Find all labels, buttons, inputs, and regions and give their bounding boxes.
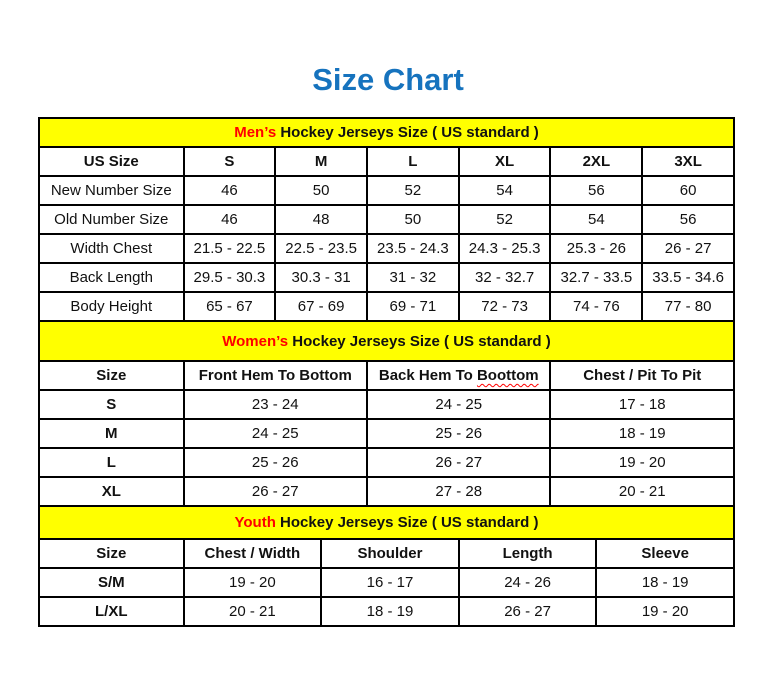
table-cell: 48 [275, 205, 367, 234]
row-label: Body Height [39, 292, 184, 321]
table-cell: 23.5 - 24.3 [367, 234, 459, 263]
table-cell: 74 - 76 [550, 292, 642, 321]
table-cell: 18 - 19 [596, 568, 734, 597]
table-cell: 31 - 32 [367, 263, 459, 292]
column-header: Sleeve [596, 539, 734, 568]
table-cell: 22.5 - 23.5 [275, 234, 367, 263]
table-cell: 50 [367, 205, 459, 234]
table-cell: 27 - 28 [367, 477, 550, 506]
table-cell: 54 [550, 205, 642, 234]
table-cell: 52 [367, 176, 459, 205]
column-header: Length [459, 539, 597, 568]
table-cell: 25 - 26 [367, 419, 550, 448]
table-cell: 52 [459, 205, 551, 234]
table-row [39, 477, 734, 506]
column-header: L [367, 147, 459, 176]
column-header: Chest / Pit To Pit [550, 361, 734, 390]
table-cell: 23 - 24 [184, 390, 367, 419]
section-highlight-label: Youth [234, 514, 276, 531]
table-cell: 17 - 18 [550, 390, 734, 419]
table-cell: 21.5 - 22.5 [184, 234, 276, 263]
table-row [39, 419, 734, 448]
table-cell: 33.5 - 34.6 [642, 263, 734, 292]
column-header: Size [39, 361, 184, 390]
table-row [39, 597, 734, 626]
mens-column-header-row [39, 147, 734, 176]
table-cell: 30.3 - 31 [275, 263, 367, 292]
misspelled-word: Boottom [476, 367, 539, 384]
section-highlight-label: Men’s [234, 124, 277, 141]
youth-section-row [39, 506, 734, 539]
row-label: New Number Size [39, 176, 184, 205]
mens-section-row [39, 118, 734, 147]
youth-size-table [38, 505, 735, 627]
column-header: 2XL [550, 147, 642, 176]
table-cell: 67 - 69 [275, 292, 367, 321]
table-cell: 29.5 - 30.3 [184, 263, 276, 292]
table-cell: 26 - 27 [459, 597, 597, 626]
table-cell: 20 - 21 [184, 597, 322, 626]
table-cell: 60 [642, 176, 734, 205]
column-header: Back Hem To Boottom [367, 361, 550, 390]
row-label: S [39, 390, 184, 419]
table-cell: 46 [184, 205, 276, 234]
table-cell: 24.3 - 25.3 [459, 234, 551, 263]
table-row [39, 568, 734, 597]
mens-size-table [38, 117, 735, 322]
page-title: Size Chart [312, 62, 464, 97]
column-header: M [275, 147, 367, 176]
table-cell: 56 [642, 205, 734, 234]
table-cell: 72 - 73 [459, 292, 551, 321]
table-cell: 26 - 27 [184, 477, 367, 506]
table-cell: 18 - 19 [550, 419, 734, 448]
womens-section-row [39, 321, 734, 361]
row-label: Old Number Size [39, 205, 184, 234]
table-cell: 25.3 - 26 [550, 234, 642, 263]
table-cell: 50 [275, 176, 367, 205]
table-row [39, 390, 734, 419]
row-label: S/M [39, 568, 184, 597]
table-cell: 18 - 19 [321, 597, 459, 626]
row-label: L/XL [39, 597, 184, 626]
table-cell: 69 - 71 [367, 292, 459, 321]
table-cell: 56 [550, 176, 642, 205]
column-header: Size [39, 539, 184, 568]
table-cell: 46 [184, 176, 276, 205]
womens-size-table [38, 320, 735, 507]
table-row [39, 292, 734, 321]
mens-section-header: Men’s Hockey Jerseys Size ( US standard ) [39, 118, 734, 147]
table-cell: 26 - 27 [367, 448, 550, 477]
table-cell: 32.7 - 33.5 [550, 263, 642, 292]
table-cell: 26 - 27 [642, 234, 734, 263]
row-label: L [39, 448, 184, 477]
table-cell: 24 - 25 [184, 419, 367, 448]
table-cell: 24 - 25 [367, 390, 550, 419]
table-cell: 54 [459, 176, 551, 205]
womens-column-header-row [39, 361, 734, 390]
table-row [39, 176, 734, 205]
womens-section-header: Women’s Hockey Jerseys Size ( US standard ) [39, 321, 734, 361]
row-label: Width Chest [39, 234, 184, 263]
row-label: M [39, 419, 184, 448]
table-cell: 24 - 26 [459, 568, 597, 597]
table-cell: 16 - 17 [321, 568, 459, 597]
row-label: Back Length [39, 263, 184, 292]
table-cell: 19 - 20 [184, 568, 322, 597]
table-row [39, 263, 734, 292]
youth-section-header: Youth Hockey Jerseys Size ( US standard ) [39, 506, 734, 539]
size-chart-container [38, 117, 735, 627]
table-cell: 20 - 21 [550, 477, 734, 506]
table-cell: 25 - 26 [184, 448, 367, 477]
column-header: 3XL [642, 147, 734, 176]
table-cell: 19 - 20 [596, 597, 734, 626]
row-label: XL [39, 477, 184, 506]
table-row [39, 205, 734, 234]
column-header: XL [459, 147, 551, 176]
column-header: S [184, 147, 276, 176]
column-header: Chest / Width [184, 539, 322, 568]
table-cell: 19 - 20 [550, 448, 734, 477]
section-highlight-label: Women’s [222, 332, 289, 350]
table-row [39, 234, 734, 263]
column-header: US Size [39, 147, 184, 176]
column-header: Front Hem To Bottom [184, 361, 367, 390]
table-cell: 32 - 32.7 [459, 263, 551, 292]
table-cell: 77 - 80 [642, 292, 734, 321]
column-header: Shoulder [321, 539, 459, 568]
youth-column-header-row [39, 539, 734, 568]
table-row [39, 448, 734, 477]
table-cell: 65 - 67 [184, 292, 276, 321]
